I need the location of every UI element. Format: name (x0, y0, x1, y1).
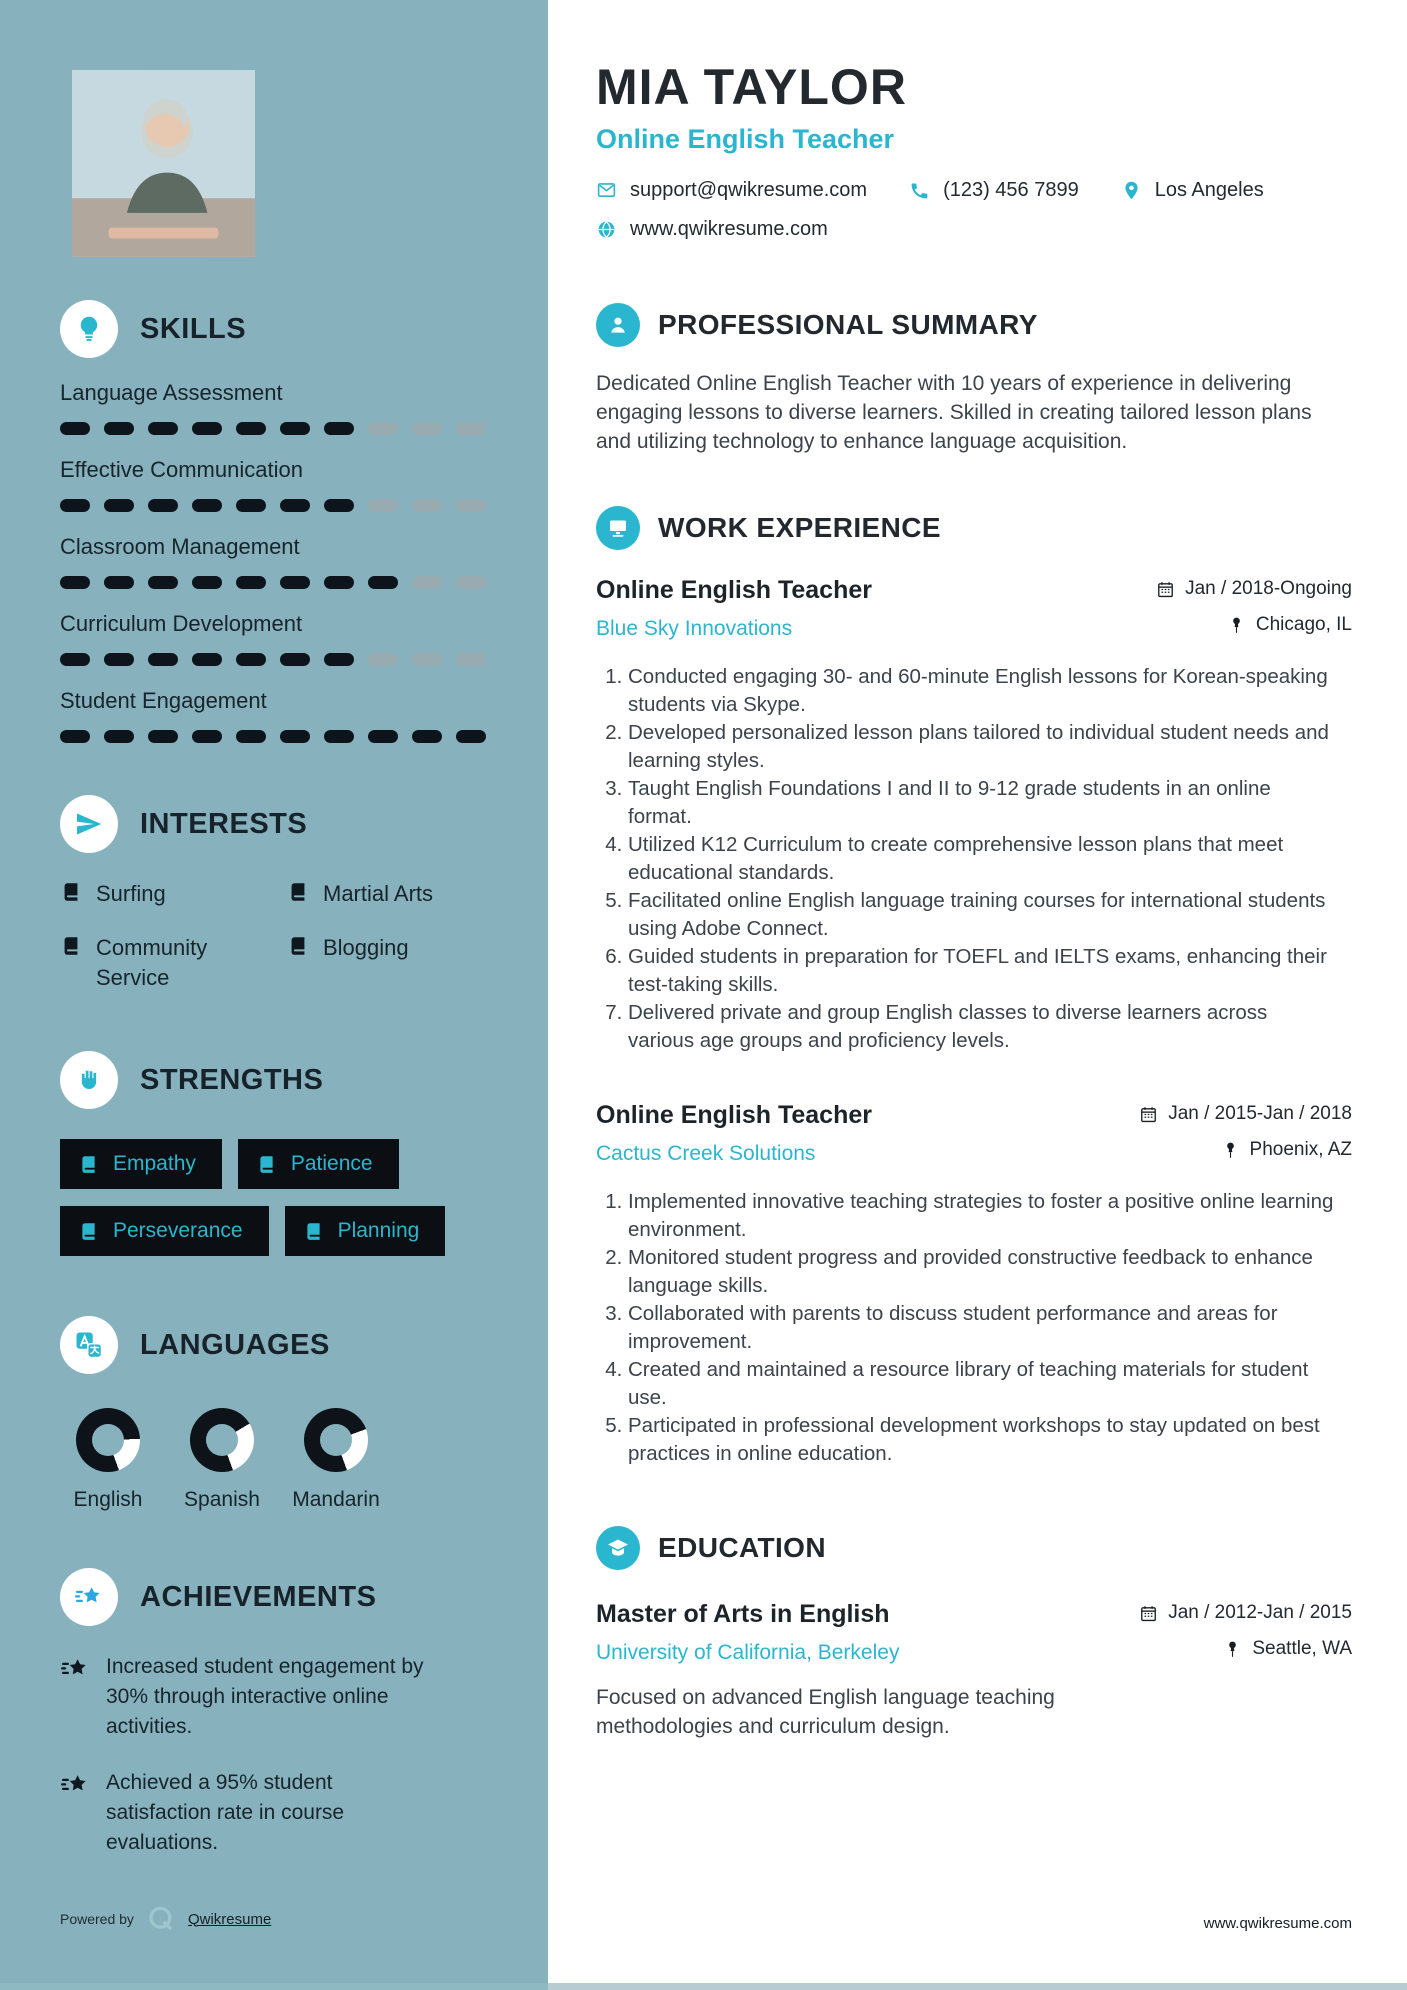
book-icon (78, 1221, 99, 1242)
language-name: English (73, 1488, 143, 1511)
contact-row-website (596, 218, 1352, 241)
achievements-section-header (60, 1568, 492, 1626)
experience-title: WORK EXPERIENCE (658, 512, 941, 543)
contact-location (1121, 179, 1264, 202)
language-item (288, 1408, 384, 1512)
website-text: www.qwikresume.com (630, 218, 828, 240)
job-entry (596, 576, 1352, 1055)
interest-label: Surfing (96, 881, 166, 906)
strength-chip (60, 1206, 269, 1256)
interest-label: Community Service (96, 935, 208, 990)
book-icon (287, 881, 309, 903)
languages-list (60, 1408, 492, 1512)
language-name: Mandarin (292, 1488, 380, 1511)
summary-text: Dedicated Online English Teacher with 10 years of experience in delivering engaging lessons to diverse learners. Skilled in creating tailored lesson plans and utilizing technology to enhance language acquisition. (596, 372, 1312, 453)
strength-chip (60, 1139, 222, 1189)
pushpin-icon (1221, 1141, 1240, 1160)
strength-label: Perseverance (113, 1219, 243, 1242)
skill-name: Language Assessment (60, 380, 283, 405)
bullet: 1. Conducted engaging 30- and 60-minute English lessons for Korean-speaking students via Skype. (628, 663, 1338, 719)
bottom-strip-left (0, 1983, 548, 1990)
language-item (60, 1408, 156, 1512)
achievement-text: Increased student engagement by 30% through interactive online activities. (106, 1655, 424, 1738)
education-description: Focused on advanced English language teaching methodologies and curriculum design. (596, 1686, 1055, 1738)
achievement-item (60, 1768, 492, 1858)
achievements-title: ACHIEVEMENTS (140, 1580, 377, 1613)
achievement-text: Achieved a 95% student satisfaction rate in course evaluations. (106, 1771, 345, 1854)
skill-item (60, 380, 492, 435)
bullet: 1. Implemented innovative teaching strategies to foster a positive online learning environment. (628, 1188, 1338, 1244)
phone-icon (909, 180, 930, 201)
job-bullets (596, 1188, 1338, 1468)
job-company: Blue Sky Innovations (596, 617, 793, 640)
person-icon (596, 303, 640, 347)
skill-name: Curriculum Development (60, 611, 303, 636)
education-dates-text: Jan / 2012-Jan / 2015 (1168, 1602, 1352, 1623)
phone-text: (123) 456 7899 (943, 179, 1079, 201)
language-name: Spanish (184, 1488, 260, 1511)
footer-website[interactable]: www.qwikresume.com (1203, 1915, 1352, 1932)
languages-section-header (60, 1316, 492, 1374)
qwikresume-link[interactable]: Qwikresume (187, 1910, 272, 1928)
bullet: 4. Created and maintained a resource library of teaching materials for student use. (628, 1356, 1338, 1412)
job-entry (596, 1101, 1352, 1468)
skill-name: Classroom Management (60, 534, 300, 559)
job-role: Online English Teacher (596, 576, 872, 604)
bottom-strip-right (548, 1983, 1407, 1990)
education-title: EDUCATION (658, 1532, 826, 1563)
language-donut-chart (304, 1408, 368, 1472)
contact-phone (909, 179, 1079, 202)
education-entry (596, 1600, 1352, 1741)
skill-level-bar (60, 730, 492, 743)
strength-chip (285, 1206, 446, 1256)
interest-label: Blogging (323, 935, 409, 960)
book-icon (78, 1154, 99, 1175)
job-meta (1156, 578, 1352, 636)
contact-row (596, 179, 1352, 202)
job-dates (1139, 1103, 1352, 1125)
shooting-star-icon (60, 1654, 90, 1684)
calendar-icon (1139, 1105, 1158, 1124)
language-item (174, 1408, 270, 1512)
book-icon (60, 881, 82, 903)
summary-title: PROFESSIONAL SUMMARY (658, 309, 1038, 340)
experience-section (596, 506, 1352, 1468)
calendar-icon (1156, 580, 1175, 599)
bullet: 3. Collaborated with parents to discuss student performance and areas for improvement. (628, 1300, 1338, 1356)
skill-level-bar (60, 499, 492, 512)
education-location-text: Seattle, WA (1252, 1638, 1352, 1659)
powered-by (60, 1904, 271, 1934)
summary-header (596, 303, 1352, 347)
profile-photo (72, 70, 255, 257)
interest-item (287, 933, 492, 993)
interests-title: INTERESTS (140, 807, 308, 840)
book-icon (256, 1154, 277, 1175)
interest-item (60, 879, 287, 909)
shooting-star-icon (60, 1770, 90, 1800)
globe-icon (596, 219, 617, 240)
job-role: Online English Teacher (596, 1101, 872, 1129)
candidate-role: Online English Teacher (596, 124, 895, 154)
bullet: 3. Taught English Foundations I and II to 9-12 grade students in an online format. (628, 775, 1338, 831)
language-donut-chart (76, 1408, 140, 1472)
sidebar (0, 0, 548, 1990)
interest-item (60, 933, 287, 993)
summary-section (596, 303, 1352, 456)
strength-label: Empathy (113, 1152, 196, 1175)
skill-level-bar (60, 422, 492, 435)
interest-item (287, 879, 492, 909)
skill-level-bar (60, 653, 492, 666)
location-text: Los Angeles (1154, 179, 1264, 201)
profile-photo-placeholder (72, 70, 255, 257)
bullet: 6. Guided students in preparation for TOEFL and IELTS exams, enhancing their test-taking skills. (628, 943, 1338, 999)
education-dates (1139, 1602, 1352, 1624)
skill-name: Student Engagement (60, 688, 267, 713)
book-icon (60, 935, 82, 957)
strength-label: Planning (337, 1219, 420, 1242)
job-dates-text: Jan / 2018-Ongoing (1185, 578, 1352, 599)
bullet: 2. Developed personalized lesson plans tailored to individual student needs and learning styles. (628, 719, 1338, 775)
job-dates (1156, 578, 1352, 600)
job-location-text: Chicago, IL (1255, 614, 1352, 635)
job-location-text: Phoenix, AZ (1249, 1139, 1352, 1160)
candidate-name: MIA TAYLOR (596, 59, 907, 115)
education-location (1139, 1638, 1352, 1660)
lightbulb-icon (60, 300, 118, 358)
email-icon (596, 180, 617, 201)
school: University of California, Berkeley (596, 1641, 900, 1664)
workstation-icon (596, 506, 640, 550)
experience-header (596, 506, 1352, 550)
skill-name: Effective Communication (60, 457, 303, 482)
bullet: 5. Participated in professional development workshops to stay updated on best practices in online education. (628, 1412, 1338, 1468)
degree: Master of Arts in English (596, 1600, 890, 1628)
pushpin-icon (1223, 1640, 1242, 1659)
fist-icon (60, 1051, 118, 1109)
shooting-star-icon (60, 1568, 118, 1626)
email-text: support@qwikresume.com (630, 179, 868, 201)
pushpin-icon (1227, 616, 1246, 635)
job-dates-text: Jan / 2015-Jan / 2018 (1168, 1103, 1352, 1124)
job-bullets (596, 663, 1338, 1055)
bullet: 2. Monitored student progress and provided constructive feedback to enhance language skills. (628, 1244, 1338, 1300)
skill-item (60, 611, 492, 666)
language-donut-chart (190, 1408, 254, 1472)
skill-level-bar (60, 576, 492, 589)
job-location (1156, 614, 1352, 636)
book-icon (303, 1221, 324, 1242)
graduation-icon (596, 1526, 640, 1570)
education-meta (1139, 1602, 1352, 1660)
skills-section-header (60, 300, 492, 358)
job-location (1139, 1139, 1352, 1161)
calendar-icon (1139, 1604, 1158, 1623)
bullet: 4. Utilized K12 Curriculum to create comprehensive lesson plans that meet educational standards. (628, 831, 1338, 887)
skills-title: SKILLS (140, 312, 247, 345)
strengths-list (60, 1139, 480, 1256)
translate-icon (60, 1316, 118, 1374)
strength-chip (238, 1139, 399, 1189)
skill-item (60, 534, 492, 589)
education-section (596, 1526, 1352, 1741)
qwikresume-logo (146, 1904, 176, 1934)
strengths-title: STRENGTHS (140, 1063, 324, 1096)
paper-plane-icon (60, 795, 118, 853)
bullet: 7. Delivered private and group English classes to diverse learners across various age groups and proficiency levels. (628, 999, 1338, 1055)
strength-label: Patience (290, 1152, 373, 1175)
job-meta (1139, 1103, 1352, 1161)
languages-title: LANGUAGES (140, 1328, 330, 1361)
main-column (548, 0, 1407, 1990)
bullet: 5. Facilitated online English language training courses for international students using Adobe Connect. (628, 887, 1338, 943)
education-header (596, 1526, 1352, 1570)
contact-website (596, 218, 828, 241)
book-icon (287, 935, 309, 957)
contact-email (596, 179, 867, 202)
achievement-item (60, 1652, 492, 1742)
interest-label: Martial Arts (323, 881, 434, 906)
interests-section-header (60, 795, 492, 853)
location-pin-icon (1121, 180, 1142, 201)
strengths-section-header (60, 1051, 492, 1109)
skill-item (60, 457, 492, 512)
job-company: Cactus Creek Solutions (596, 1142, 816, 1165)
interests-list (60, 879, 492, 993)
skill-item (60, 688, 492, 743)
powered-by-label: Powered by (60, 1911, 134, 1927)
